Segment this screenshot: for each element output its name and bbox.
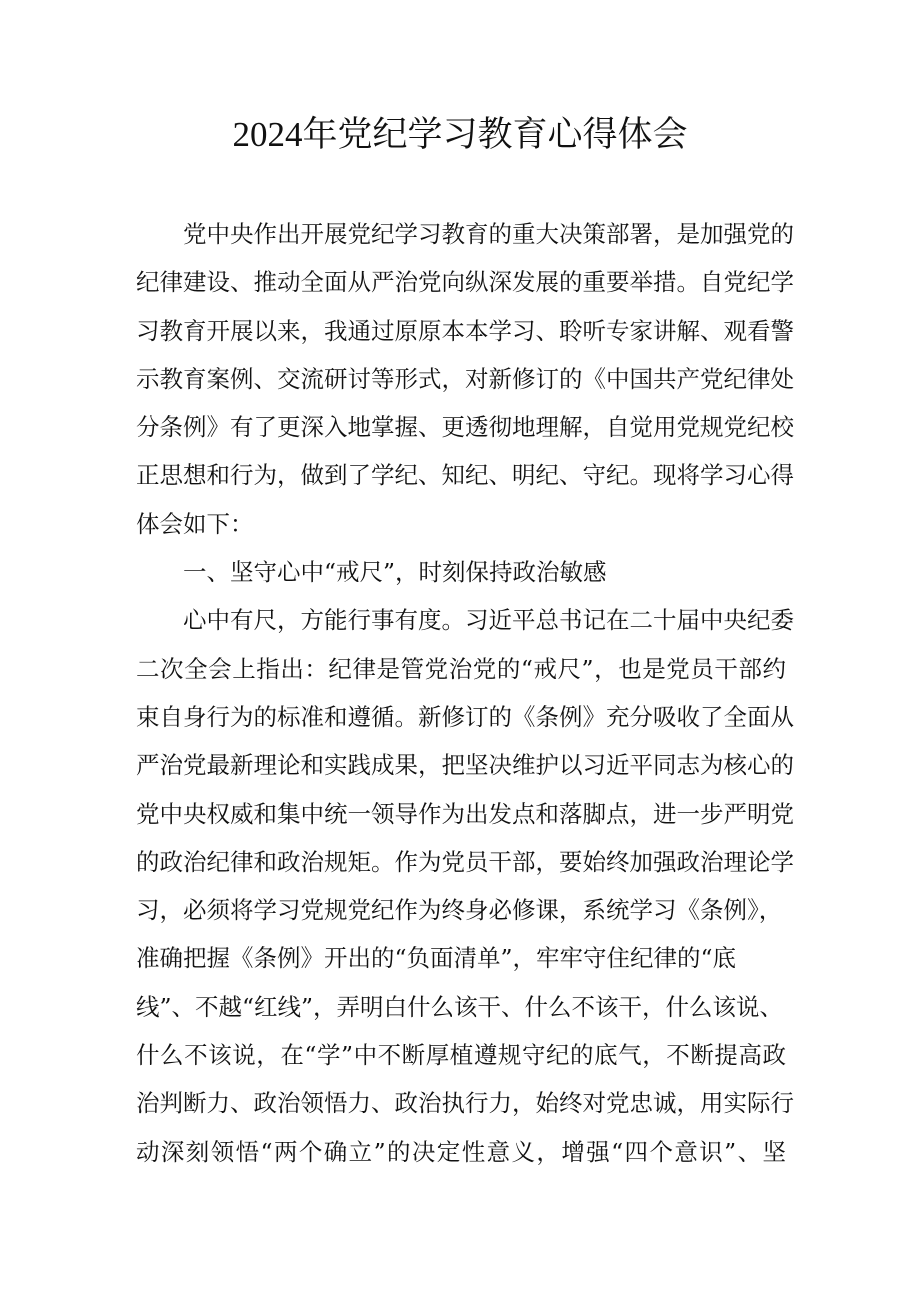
body-line: 什么不该说，在“学”中不断厚植遵规守纪的底气，不断提高政 — [136, 1041, 786, 1070]
body-line: 体会如下： — [136, 509, 254, 538]
body-line: 线”、不越“红线”，弄明白什么该干、什么不该干，什么该说、 — [136, 992, 784, 1021]
body-line: 习教育开展以来，我通过原原本本学习、聆听专家讲解、观看警 — [136, 316, 794, 345]
body-line: 党中央权威和集中统一领导作为出发点和落脚点，进一步严明党 — [136, 799, 794, 828]
body-line: 治判断力、政治领悟力、政治执行力，始终对党忠诚，用实际行 — [136, 1089, 794, 1118]
body-line: 分条例》有了更深入地掌握、更透彻地理解，自觉用党规党纪校 — [136, 413, 794, 442]
body-line: 严治党最新理论和实践成果，把坚决维护以习近平同志为核心的 — [136, 751, 794, 780]
document-title: 2024年党纪学习教育心得体会 — [232, 115, 688, 154]
body-line: 二次全会上指出：纪律是管党治党的“戒尺”，也是党员干部约 — [136, 654, 786, 683]
document-body — [136, 210, 794, 1176]
body-line: 习，必须将学习党规党纪作为终身必修课，系统学习《条例》， — [136, 896, 783, 925]
body-line: 束自身行为的标准和遵循。新修订的《条例》充分吸收了全面从 — [136, 702, 794, 731]
section-heading: 一、坚守心中“戒尺”，时刻保持政治敏感 — [183, 558, 607, 587]
body-line: 正思想和行为，做到了学纪、知纪、明纪、守纪。现将学习心得 — [136, 461, 794, 490]
body-line: 的政治纪律和政治规矩。作为党员干部，要始终加强政治理论学 — [136, 847, 794, 876]
body-line: 党中央作出开展党纪学习教育的重大决策部署，是加强党的 — [183, 220, 794, 248]
body-line: 心中有尺，方能行事有度。习近平总书记在二十届中央纪委 — [183, 606, 794, 635]
body-line: 纪律建设、推动全面从严治党向纵深发展的重要举措。自党纪学 — [136, 268, 794, 297]
body-line: 动深刻领悟“两个确立”的决定性意义，增强“四个意识”、坚 — [136, 1137, 786, 1166]
body-line: 准确把握《条例》开出的“负面清单”，牢牢守住纪律的“底 — [136, 944, 737, 973]
body-line: 示教育案例、交流研讨等形式，对新修订的《中国共产党纪律处 — [136, 364, 794, 393]
